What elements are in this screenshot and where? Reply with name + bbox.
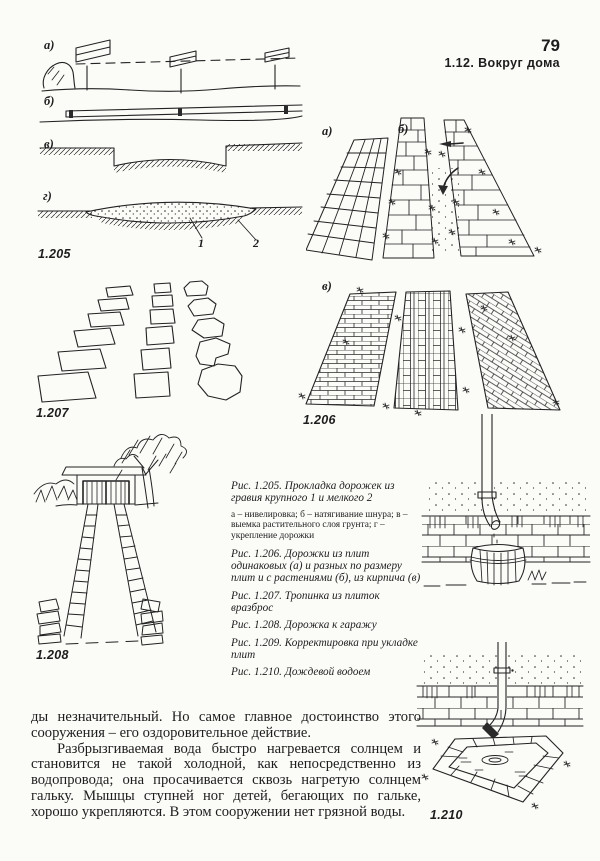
figure-1208-drawing xyxy=(26,418,232,664)
fig1205-label-g: г) xyxy=(43,189,52,203)
fig1205-label-a: а) xyxy=(44,38,55,52)
body-text xyxy=(31,710,421,820)
body-paragraph-1: ды незначительный. Но самое главное достоинство этого сооружения – его оздоровительное действие. xyxy=(31,709,421,741)
caption-1210: Рис. 1.210. Дождевой водоем xyxy=(231,666,371,679)
downpipe-barrel-drawing xyxy=(420,414,592,648)
caption-1205-sub: а – нивелировка; б – натягивание шнура; в – выемка растительного слоя грунта; г – укрепление дорожки xyxy=(231,509,408,542)
caption-1205: Рис. 1.205. Прокладка дорожек из гравия крупного 1 и мелкого 2 xyxy=(231,480,395,505)
caption-1206: Рис. 1.206. Дорожки из плит одинаковых (а) и разных по размеру плит и с растениями (б), из кирпича (в) xyxy=(231,547,421,585)
fig1206-label-b: б) xyxy=(398,122,409,136)
body-paragraph-2: Разбрызгиваемая вода быстро нагревается солнцем и становится не такой холодной, как непосредственно из водопровода; она просачивается сквозь нагретую солнцем гальку. Мышцы ступней ног детей, бегающих по гальке, хорошо укрепляются. В этом сооружении нет грязной воды. xyxy=(31,740,421,820)
figure-1206ab-drawing xyxy=(306,110,578,272)
caption-1208: Рис. 1.208. Дорожка к гаражу xyxy=(231,619,377,632)
fig1208-number: 1.208 xyxy=(36,648,69,662)
fig1205-callout-1: 1 xyxy=(198,236,204,250)
fig1206-number: 1.206 xyxy=(303,413,336,427)
fig1205-callout-2: 2 xyxy=(253,236,259,250)
page-number: 79 xyxy=(541,36,560,55)
figure-1207-drawing xyxy=(30,276,268,408)
figure-1206v-drawing xyxy=(298,278,588,416)
figure-1210-drawing xyxy=(415,642,595,812)
section-title: 1.12. Вокруг дома xyxy=(444,56,560,70)
caption-1207: Рис. 1.207. Тропинка из плиток вразброс xyxy=(231,589,380,615)
fig1205-label-v: в) xyxy=(44,137,54,151)
fig1205-number: 1.205 xyxy=(38,247,71,261)
caption-1209: Рис. 1.209. Корректировка при укладке плит xyxy=(231,636,418,661)
page-header xyxy=(444,36,560,70)
fig1206-label-v: в) xyxy=(322,279,332,293)
fig1205-label-b: б) xyxy=(44,94,55,108)
fig1210-number: 1.210 xyxy=(430,808,463,822)
fig1207-number: 1.207 xyxy=(36,406,69,420)
figure-1205-drawing xyxy=(30,34,312,256)
captions-column xyxy=(231,480,423,684)
fig1206-label-a: а) xyxy=(322,124,333,138)
